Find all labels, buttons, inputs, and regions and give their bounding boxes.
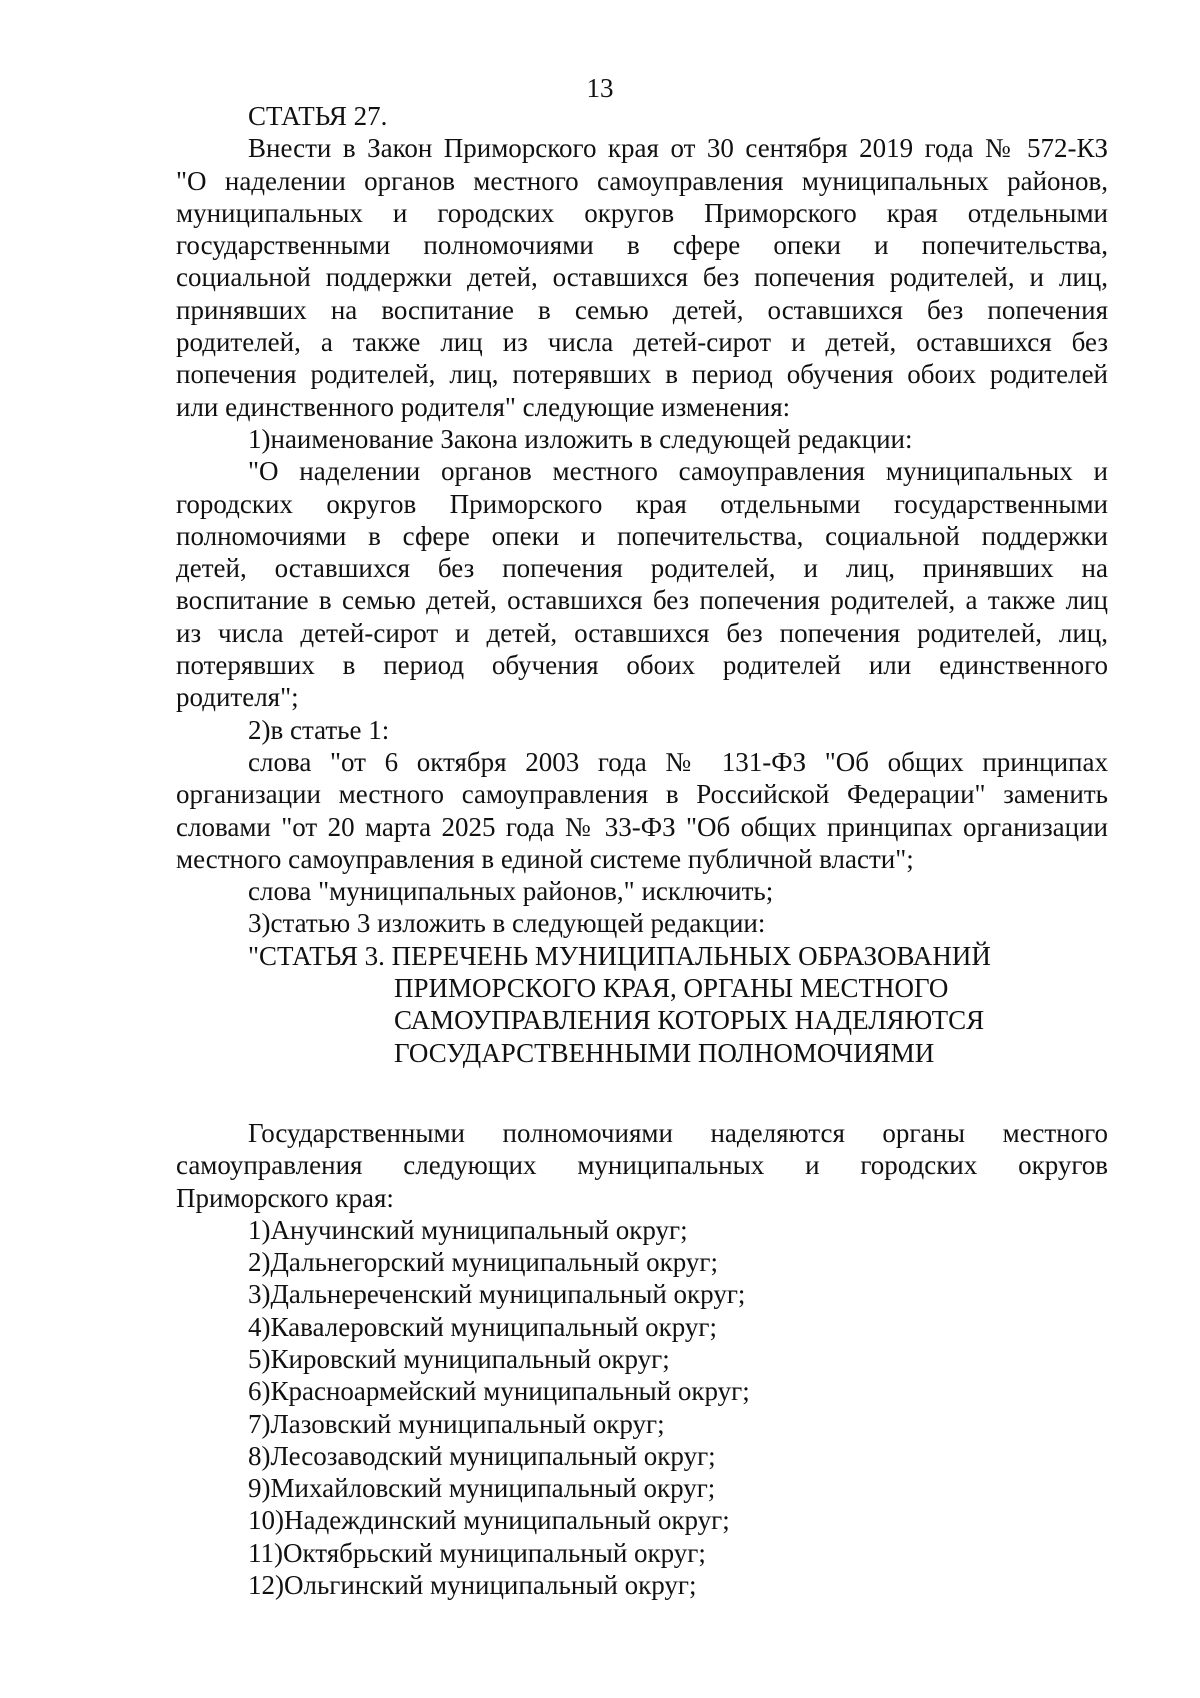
list-item: 5)Кировский муниципальный округ; bbox=[248, 1343, 670, 1374]
text-line: "О наделении органов местного самоуправления муниципальных районов, bbox=[176, 165, 1108, 196]
heading-line: САМОУПРАВЛЕНИЯ КОТОРЫХ НАДЕЛЯЮТСЯ bbox=[394, 1005, 985, 1036]
text-line: муниципальных и городских округов Приморского края отдельными bbox=[176, 197, 1108, 228]
document-body bbox=[176, 100, 1108, 1601]
text-line: социальной поддержки детей, оставшихся без попечения родителей, и лиц, bbox=[176, 262, 1108, 293]
heading-line: "СТАТЬЯ 3. ПЕРЕЧЕНЬ МУНИЦИПАЛЬНЫХ ОБРАЗОВАНИЙ bbox=[248, 940, 991, 971]
text-line: слова "от 6 октября 2003 года № 131-ФЗ "Об общих принципах bbox=[248, 746, 1108, 777]
list-item: 4)Кавалеровский муниципальный округ; bbox=[248, 1311, 718, 1342]
text-line: "О наделении органов местного самоуправления муниципальных и bbox=[248, 456, 1108, 487]
item-1-text bbox=[176, 455, 1108, 713]
item-2-text bbox=[176, 746, 1108, 875]
text-line: детей, оставшихся без попечения родителей, и лиц, принявших на bbox=[176, 553, 1108, 584]
list-item: 7)Лазовский муниципальный округ; bbox=[248, 1408, 665, 1439]
text-line: Государственными полномочиями наделяются органы местного bbox=[248, 1117, 1108, 1148]
text-line: или единственного родителя" следующие изменения: bbox=[176, 391, 791, 422]
list-item: 10)Надеждинский муниципальный округ; bbox=[248, 1505, 730, 1536]
list-item: 2)Дальнегорский муниципальный округ; bbox=[248, 1247, 718, 1278]
text-line: государственными полномочиями в сфере опеки и попечительства, bbox=[176, 230, 1108, 261]
heading-line: ПРИМОРСКОГО КРАЯ, ОРГАНЫ МЕСТНОГО bbox=[394, 973, 949, 1004]
text-line: родителей, а также лиц из числа детей-сирот и детей, оставшихся без bbox=[176, 327, 1108, 358]
list-item: 11)Октябрьский муниципальный округ; bbox=[248, 1537, 706, 1568]
text-line: воспитание в семью детей, оставшихся без попечения родителей, а также лиц bbox=[176, 585, 1108, 616]
item-1-label: 1)наименование Закона изложить в следующей редакции: bbox=[248, 423, 913, 454]
list-item: 3)Дальнереченский муниципальный округ; bbox=[248, 1279, 746, 1310]
text-line: попечения родителей, лиц, потерявших в период обучения обоих родителей bbox=[176, 359, 1108, 390]
list-item: 9)Михайловский муниципальный округ; bbox=[248, 1473, 716, 1504]
text-line: принявших на воспитание в семью детей, оставшихся без попечения bbox=[176, 294, 1108, 325]
text-line: словами "от 20 марта 2025 года № 33-ФЗ "Об общих принципах организации bbox=[176, 811, 1108, 842]
body-paragraph bbox=[176, 1117, 1108, 1214]
spacer bbox=[176, 1069, 1108, 1117]
item-2-exclude: слова "муниципальных районов," исключить; bbox=[248, 876, 774, 907]
text-line: организации местного самоуправления в Российской Федерации" заменить bbox=[176, 779, 1108, 810]
text-line: местного самоуправления в единой системе публичной власти"; bbox=[176, 843, 914, 874]
text-line: потерявших в период обучения обоих родителей или единственного bbox=[176, 650, 1108, 681]
list-item: 12)Ольгинский муниципальный округ; bbox=[248, 1570, 697, 1601]
list-item: 6)Красноармейский муниципальный округ; bbox=[248, 1376, 750, 1407]
text-line: самоуправления следующих муниципальных и городских округов bbox=[176, 1150, 1108, 1181]
text-line: Внести в Закон Приморского края от 30 сентября 2019 года № 572-КЗ bbox=[248, 133, 1108, 164]
list-item: 1)Анучинский муниципальный округ; bbox=[248, 1214, 688, 1245]
item-2-label: 2)в статье 1: bbox=[248, 714, 390, 745]
list-item: 8)Лесозаводский муниципальный округ; bbox=[248, 1440, 716, 1471]
article-3-heading bbox=[176, 940, 1108, 1069]
district-list bbox=[176, 1214, 1108, 1602]
intro-paragraph bbox=[176, 132, 1108, 423]
page-number: 13 bbox=[586, 73, 614, 103]
article-title: СТАТЬЯ 27. bbox=[248, 101, 388, 131]
item-3-label: 3)статью 3 изложить в следующей редакции: bbox=[248, 908, 766, 939]
text-line: городских округов Приморского края отдельными государственными bbox=[176, 488, 1108, 519]
text-line: родителя"; bbox=[176, 682, 299, 713]
heading-line: ГОСУДАРСТВЕННЫМИ ПОЛНОМОЧИЯМИ bbox=[394, 1037, 935, 1068]
text-line: Приморского края: bbox=[176, 1182, 394, 1213]
text-line: из числа детей-сирот и детей, оставшихся без попечения родителей, лиц, bbox=[176, 617, 1108, 648]
text-line: полномочиями в сфере опеки и попечительства, социальной поддержки bbox=[176, 520, 1108, 551]
